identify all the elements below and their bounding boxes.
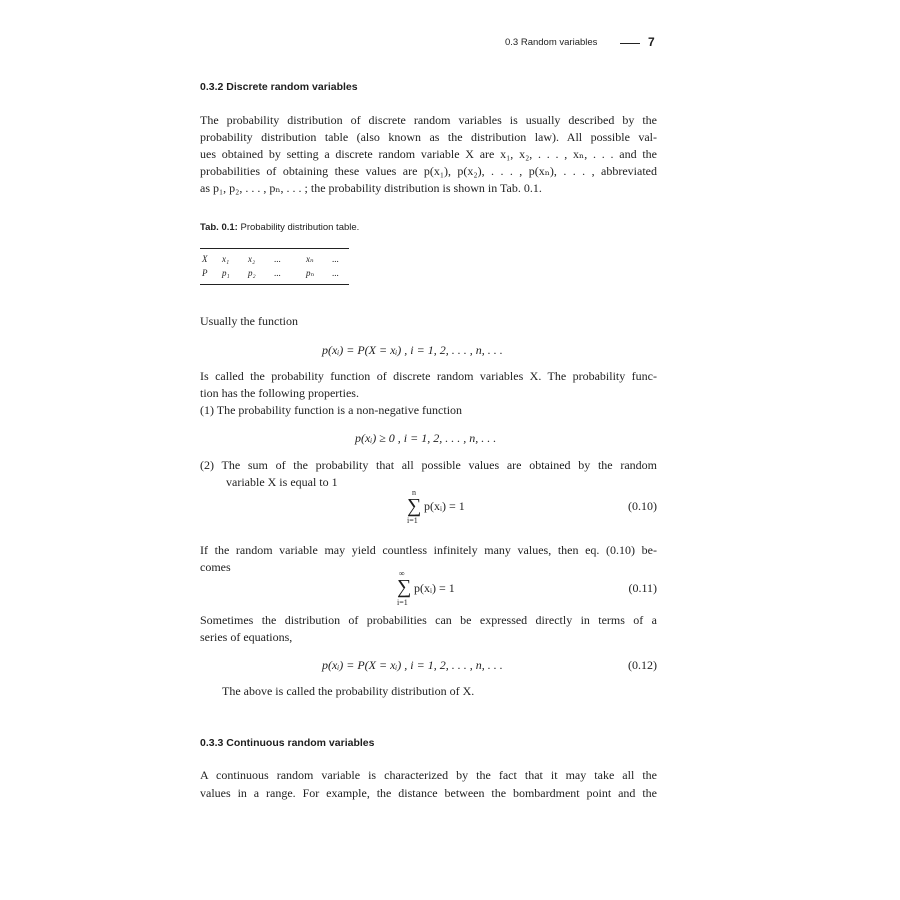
table-cell: xₙ [306, 254, 314, 264]
probability-table [200, 254, 349, 284]
intro-line-2: probability distribution table (also known as the distribution law). All possible val- [200, 130, 657, 144]
header-rule [620, 43, 640, 44]
equation-sum-finite [398, 488, 518, 528]
sum-lower-limit: i=1 [397, 598, 408, 607]
usually-text: Usually the function [200, 314, 298, 328]
continuous-line-1: A continuous random variable is characterized by the fact that it may take all the [200, 768, 657, 782]
called-line-1: Is called the probability function of discrete random variables X. The probability func- [200, 369, 657, 383]
intro-line-5: as p₁, p₂, . . . , pₙ, . . . ; the probability distribution is shown in Tab. 0.1. [200, 181, 542, 195]
equation-sum-infinite [388, 569, 508, 609]
equation-text: p(xᵢ) = P(X = xᵢ) , i = 1, 2, . . . , n, . . . [322, 658, 503, 672]
table-cell: p₂ [248, 268, 256, 278]
above-text: The above is called the probability distribution of X. [222, 684, 475, 698]
equation-number-0-11: (0.11) [628, 581, 657, 595]
equation-number-0-10: (0.10) [628, 499, 657, 513]
equation-text: p(xᵢ) ≥ 0 , i = 1, 2, . . . , n, . . . [355, 431, 497, 445]
sigma-icon: ∑ [397, 576, 412, 598]
intro-line-4: probabilities of obtaining these values are p(x₁), p(x₂), . . . , p(xₙ), . . . , abbreviated [200, 164, 657, 178]
intro-line-3: ues obtained by setting a discrete random variable X are x₁, x₂, . . . , xₙ, . . . and the [200, 147, 657, 161]
property-1: (1) The probability function is a non-negative function [200, 403, 463, 417]
table-cell: X [202, 254, 208, 264]
table-cell: x₂ [248, 254, 256, 264]
property-2-line-2: variable X is equal to 1 [226, 475, 338, 489]
equation-probability-function [322, 343, 503, 358]
table-caption [200, 222, 359, 233]
sum-upper-limit: ∞ [399, 569, 405, 578]
sum-upper-limit: n [412, 488, 416, 497]
equation-nonnegative [355, 431, 496, 446]
table-cell: ... [274, 268, 281, 278]
table-cell: x₁ [222, 254, 230, 264]
sum-body: p(xᵢ) = 1 [414, 581, 455, 595]
table-bottom-rule [200, 284, 349, 285]
equation-text: p(xᵢ) = P(X = xᵢ) , i = 1, 2, . . . , n, . . . [322, 343, 503, 357]
section-title-discrete: 0.3.2 Discrete random variables [200, 81, 358, 93]
sometimes-line-1: Sometimes the distribution of probabilities can be expressed directly in terms of a [200, 613, 657, 627]
sum-lower-limit: i=1 [407, 516, 418, 525]
page-number: 7 [648, 35, 655, 49]
table-cell: pₙ [306, 268, 315, 278]
equation-series [322, 658, 503, 673]
table-cell: ... [332, 254, 339, 264]
continuous-line-2: values in a range. For example, the distance between the bombardment point and the [200, 786, 657, 800]
intro-line-1: The probability distribution of discrete random variables is usually described by the [200, 113, 657, 127]
table-caption-text: Probability distribution table. [240, 222, 360, 233]
countless-line-2: comes [200, 560, 231, 574]
table-caption-label: Tab. 0.1: [200, 222, 238, 233]
sum-body: p(xᵢ) = 1 [424, 499, 465, 513]
table-cell: ... [274, 254, 281, 264]
table-cell: ... [332, 268, 339, 278]
called-line-2: tion has the following properties. [200, 386, 359, 400]
countless-line-1: If the random variable may yield countless infinitely many values, then eq. (0.10) be- [200, 543, 657, 557]
table-cell: P [202, 268, 208, 278]
table-cell: p₁ [222, 268, 230, 278]
equation-number-0-12: (0.12) [628, 658, 657, 672]
sigma-icon: ∑ [407, 495, 422, 517]
running-header: 0.3 Random variables [505, 37, 598, 48]
section-title-continuous: 0.3.3 Continuous random variables [200, 737, 375, 749]
table-top-rule [200, 248, 349, 249]
property-2-line-1: (2) The sum of the probability that all possible values are obtained by the random [200, 458, 657, 472]
sometimes-line-2: series of equations, [200, 630, 293, 644]
